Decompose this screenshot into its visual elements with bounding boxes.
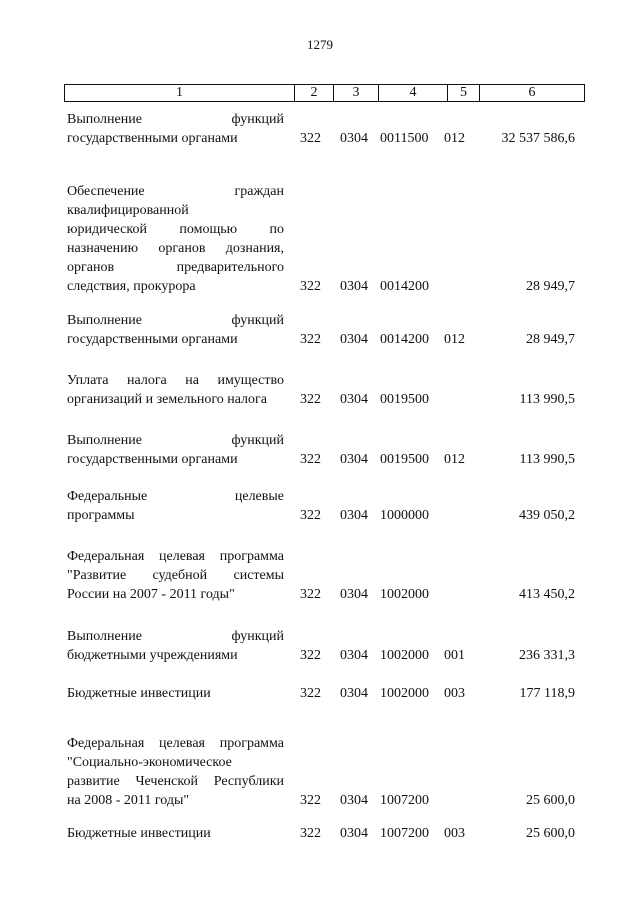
cell-gr: 322: [300, 686, 321, 701]
description-line: Выполнение функций: [67, 313, 284, 328]
description-line: Выполнение функций: [67, 112, 284, 127]
table-header: [64, 84, 585, 102]
description-line: Федеральные целевые: [67, 489, 284, 504]
cell-section: 0304: [340, 508, 368, 523]
cell-expense-type: 001: [444, 648, 465, 663]
row-description: [67, 311, 284, 349]
row-description: [67, 110, 284, 148]
description-line: "Развитие судебной системы: [67, 568, 284, 583]
row-description: [67, 684, 284, 703]
cell-gr: 322: [300, 131, 321, 146]
cell-amount: 32 537 586,6: [501, 131, 575, 146]
cell-section: 0304: [340, 648, 368, 663]
description-line: "Социально-экономическое: [67, 755, 232, 770]
description-line: программы: [67, 508, 135, 523]
cell-amount: 28 949,7: [526, 332, 575, 347]
cell-amount: 28 949,7: [526, 279, 575, 294]
description-line: органов предварительного: [67, 260, 284, 275]
cell-target-article: 1007200: [380, 793, 429, 808]
cell-amount: 25 600,0: [526, 793, 575, 808]
cell-amount: 113 990,5: [519, 452, 575, 467]
description-line: государственными органами: [67, 332, 238, 347]
cell-gr: 322: [300, 452, 321, 467]
cell-amount: 25 600,0: [526, 826, 575, 841]
cell-amount: 113 990,5: [519, 392, 575, 407]
cell-gr: 322: [300, 279, 321, 294]
cell-amount: 236 331,3: [519, 648, 575, 663]
description-line: квалифицированной: [67, 203, 189, 218]
row-description: [67, 182, 284, 296]
cell-target-article: 1002000: [380, 648, 429, 663]
cell-section: 0304: [340, 826, 368, 841]
page-number: 1279: [307, 37, 333, 52]
row-description: [67, 547, 284, 604]
description-line: Выполнение функций: [67, 629, 284, 644]
row-description: [67, 627, 284, 665]
cell-gr: 322: [300, 587, 321, 602]
row-description: [67, 734, 284, 810]
cell-target-article: 0011500: [380, 131, 429, 146]
cell-target-article: 0019500: [380, 452, 429, 467]
description-line: Обеспечение граждан: [67, 184, 284, 199]
cell-section: 0304: [340, 131, 368, 146]
cell-gr: 322: [300, 508, 321, 523]
cell-section: 0304: [340, 452, 368, 467]
cell-gr: 322: [300, 793, 321, 808]
header-col-5: 5: [447, 85, 479, 101]
header-col-3: 3: [333, 85, 378, 101]
cell-section: 0304: [340, 686, 368, 701]
cell-target-article: 0014200: [380, 332, 429, 347]
cell-section: 0304: [340, 392, 368, 407]
cell-amount: 413 450,2: [519, 587, 575, 602]
description-line: государственными органами: [67, 452, 238, 467]
description-line: развитие Чеченской Республики: [67, 774, 284, 789]
cell-section: 0304: [340, 332, 368, 347]
cell-expense-type: 012: [444, 452, 465, 467]
cell-amount: 177 118,9: [519, 686, 575, 701]
cell-gr: 322: [300, 332, 321, 347]
description-line: бюджетными учреждениями: [67, 648, 238, 663]
cell-expense-type: 012: [444, 131, 465, 146]
cell-target-article: 1002000: [380, 587, 429, 602]
row-description: [67, 824, 284, 843]
description-line: Федеральная целевая программа: [67, 736, 284, 751]
cell-expense-type: 003: [444, 826, 465, 841]
description-line: Уплата налога на имущество: [67, 373, 284, 388]
description-line: Бюджетные инвестиции: [67, 826, 211, 841]
row-description: [67, 431, 284, 469]
cell-target-article: 1002000: [380, 686, 429, 701]
description-line: Федеральная целевая программа: [67, 549, 284, 564]
cell-target-article: 0019500: [380, 392, 429, 407]
cell-section: 0304: [340, 587, 368, 602]
cell-gr: 322: [300, 648, 321, 663]
cell-section: 0304: [340, 793, 368, 808]
cell-section: 0304: [340, 279, 368, 294]
row-description: [67, 487, 284, 525]
cell-amount: 439 050,2: [519, 508, 575, 523]
description-line: Выполнение функций: [67, 433, 284, 448]
cell-gr: 322: [300, 392, 321, 407]
description-line: Бюджетные инвестиции: [67, 686, 211, 701]
description-line: организаций и земельного налога: [67, 392, 267, 407]
header-col-4: 4: [378, 85, 447, 101]
cell-target-article: 1000000: [380, 508, 429, 523]
description-line: юридической помощью по: [67, 222, 284, 237]
description-line: назначению органов дознания,: [67, 241, 284, 256]
description-line: России на 2007 - 2011 годы": [67, 587, 235, 602]
header-col-2: 2: [294, 85, 333, 101]
cell-target-article: 1007200: [380, 826, 429, 841]
cell-target-article: 0014200: [380, 279, 429, 294]
row-description: [67, 371, 284, 409]
header-col-1: 1: [176, 85, 183, 100]
cell-gr: 322: [300, 826, 321, 841]
cell-expense-type: 012: [444, 332, 465, 347]
description-line: на 2008 - 2011 годы": [67, 793, 190, 808]
description-line: следствия, прокурора: [67, 279, 196, 294]
header-col-6: 6: [479, 85, 584, 101]
description-line: государственными органами: [67, 131, 238, 146]
cell-expense-type: 003: [444, 686, 465, 701]
